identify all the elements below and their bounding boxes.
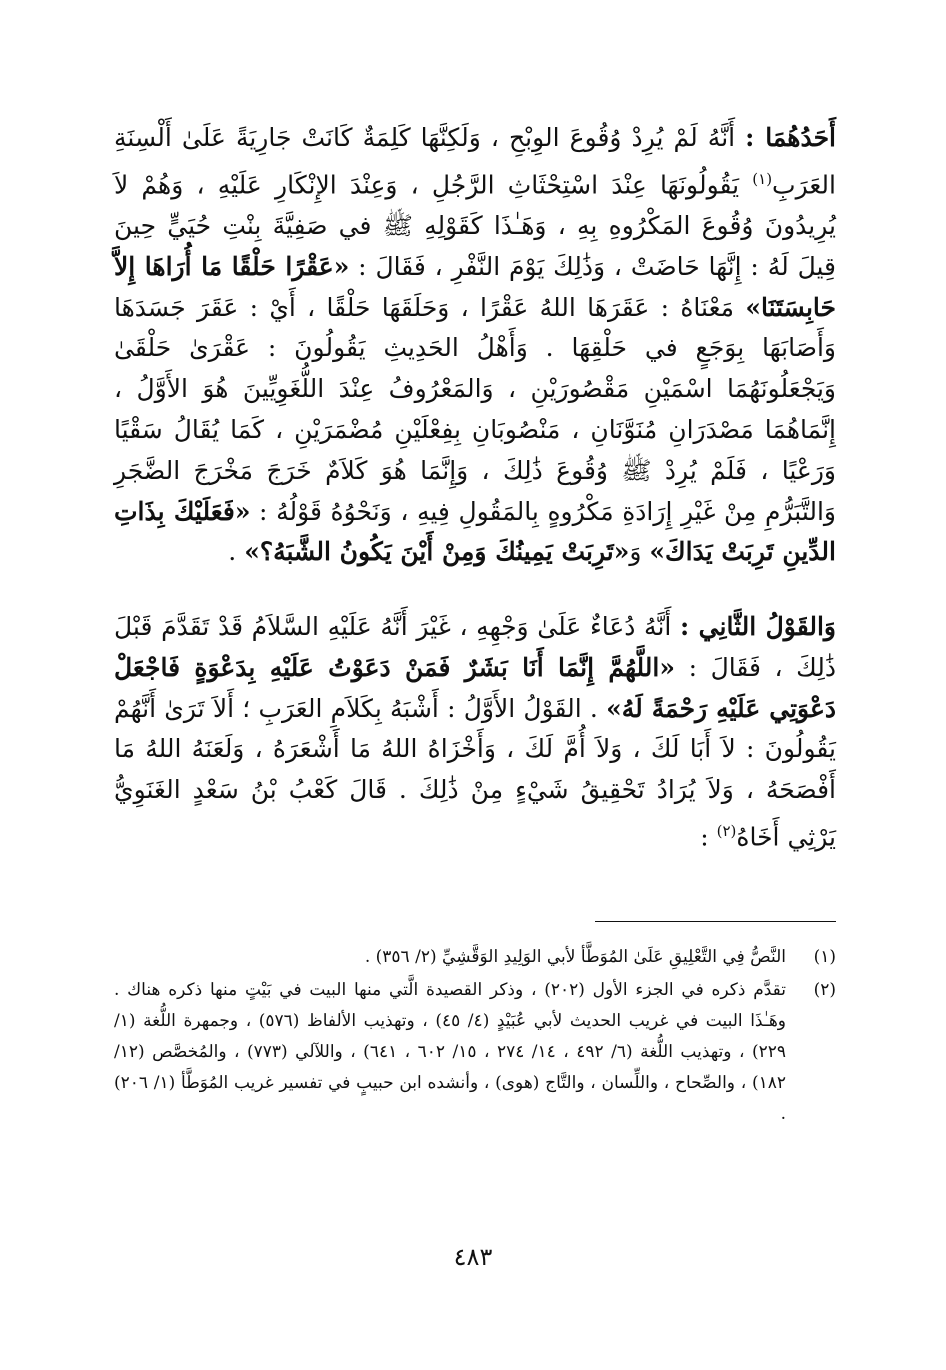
page-number: ٤٨٣ <box>453 1243 493 1271</box>
hadith-quote: «عَقْرًا حَلْقًا مَا أُرَاهَا إِلاَّ حَابِسَتَنَا» <box>114 251 836 322</box>
footnote-separator <box>595 921 836 922</box>
footnote-number: (١) <box>813 947 836 967</box>
paragraph-lead-first: أَحَدُهُمَا : <box>745 123 836 152</box>
footnotes-section <box>114 942 836 1132</box>
text-segment: . القَوْلُ الأَوَّلُ : أَشْبَهُ بِكَلاَمِ العَرَبِ ؛ أَلاَ تَرَىٰ أَنَّهُمْ يَقُولُونَ : لاَ أَبَا لَكَ ، وَلاَ أُمَّ لَكَ ، وَأَخْزَاهُ اللهُ مَا أَشْعَرَهُ ، وَلَعَنَهُ اللهُ مَا أَفْصَحَهُ ، وَلاَ يُرَادُ تَحْقِيقُ شَيْءٍ مِنْ ذَٰلِكَ . قَالَ كَعْبُ بْنُ سَعْدٍ الغَنَوِيُّ يَرْثِي أَخَاهُ <box>114 693 837 852</box>
main-text-body <box>114 118 836 858</box>
hadith-quote: «تَرِبَتْ يَمِينُكَ وَمِنْ أَيْنَ يَكُونُ الشَّبَهُ؟» <box>244 537 630 567</box>
text-segment: يَقُولُونَهَا عِنْدَ اسْتِحْثَاثِ الرَّجُلِ ، وَعِنْدَ الإِنْكَارِ عَلَيْهِ ، وَهُمْ لاَ يُرِيدُونَ وُقُوعَ المَكْرُوهِ بِهِ ، وَهَـٰذَا كَقَوْلِهِ ﷺ في صَفِيَّةَ بِنْتِ حُيَيٍّ حِينَ قِيلَ لَهُ : إِنَّهَا حَاضَتْ ، وَذَٰلِكَ يَوْمَ النَّفْرِ ، فَقَالَ : <box>114 170 836 281</box>
text-segment: . <box>228 537 245 567</box>
paragraph-gap <box>114 573 836 607</box>
footnote-item <box>114 942 836 973</box>
paragraph-second-saying <box>114 607 836 858</box>
footnote-number: (٢) <box>813 980 836 1000</box>
footnote-item <box>114 975 836 1130</box>
footnote-marker-1[interactable]: (١) <box>752 169 773 188</box>
hadith-quote: «اللَّهُمَّ إِنَّمَا أَنَا بَشَرٌ فَمَنْ دَعَوْتُ عَلَيْهِ بِدَعْوَةٍ فَاجْعَلْ دَعْوَتِي عَلَيْهِ رَحْمَةً لَهُ» <box>114 652 836 723</box>
hadith-quote: «فَعَلَيْكَ بِذَاتِ الدِّينِ تَرِبَتْ يَدَاكَ» <box>114 496 836 567</box>
footnote-text: تقدَّم ذكره في الجزء الأول (٢٠٢) ، وذكر القصيدة الَّتي منها البيت في بَيْتٍ منها ذكره هناك . وهَـٰذَا البيت في غريب الحديث لأبي عُبَيْدٍ (٤/ ٤٥) ، وتهذيب الألفاظ (٥٧٦) ، وجمهرة اللُّغة (١/ ٢٢٩) ، وتهذيب اللُّغة (٦/ ٤٩٢ ، ١٤/ ٢٧٤ ، ١٥/ ٦٠٢ ، ٦٤١) ، واللآلي (٧٧٣) ، والمُخصَّص (١٢/ ١٨٢) ، والصِّحاح ، واللِّسان ، والتَّاج (هوى) ، وأنشده ابن حبيبٍ في تفسير غريب المُوَطَّأ (١/ ٢٠٦) . <box>114 980 786 1124</box>
paragraph-lead-second: وَالقَوْلُ الثَّانِي : <box>680 612 836 642</box>
text-segment: أَنَّهُ لَمْ يُرِدْ وُقُوعَ الوِبْحِ ، وَلَكِنَّهَا كَلِمَةٌ كَانَتْ جَارِيَةً عَلَىٰ أَلْسِنَةِ العَرَبِ <box>114 123 836 200</box>
paragraph-first-saying <box>114 118 836 573</box>
text-segment: وَ <box>629 537 650 567</box>
text-segment: مَعْنَاهُ : عَقَرَهَا اللهُ عَقْرًا ، وَحَلَقَهَا حَلْقًا ، أَيْ : عَقَرَ جَسَدَهَا وَأَصَابَهَا بِوَجَعٍ في حَلْقِهَا . وَأَهْلُ الحَدِيثِ يَقُولُونَ : عَقْرَىٰ حَلْقَىٰ وَيَجْعَلُونَهُمَا اسْمَيْنِ مَقْصُورَيْنِ ، وَالمَعْرُوفُ عِنْدَ اللُّغَوِيِّينَ هُوَ الأَوَّلُ ، إِنَّمَاهُمَا مَصْدَرَانِ مُنَوَّنَانِ ، مَنْصُوبَانِ بِفِعْلَيْنِ مُضْمَرَيْنِ ، كَمَا يُقَالُ سَقْيًا وَرَعْيًا ، فَلَمْ يُرِدْ ﷺ وُقُوعَ ذَٰلِكَ ، وَإِنَّمَا هُوَ كَلاَمٌ خَرَجَ مَخْرَجَ الضَّجَرِ وَالتَّبَرُّمِ مِنْ غَيْرِ إِرَادَةِ مَكْرُوهٍ بِالمَقُولِ فِيهِ ، وَنَحْوُهُ قَوْلُهُ : <box>114 292 837 526</box>
footnote-marker-2[interactable]: (٢) <box>716 822 737 841</box>
footnote-text: النَّصُّ فِي التَّعْلِيقِ عَلَىٰ المُوَطَّأ لأبي الوَلِيدِ الوَقَّشِيِّ (٢/ ٣٥٦) . <box>364 947 786 967</box>
text-segment: : <box>700 822 717 852</box>
text-segment: أَنَّهُ دُعَاءٌ عَلَىٰ وَجْهِهِ ، غَيْرَ أَنَّهُ عَلَيْهِ السَّلاَمُ قَدْ تَقَدَّمَ قَبْلَ ذَٰلِكَ ، فَقَالَ : <box>114 612 836 682</box>
